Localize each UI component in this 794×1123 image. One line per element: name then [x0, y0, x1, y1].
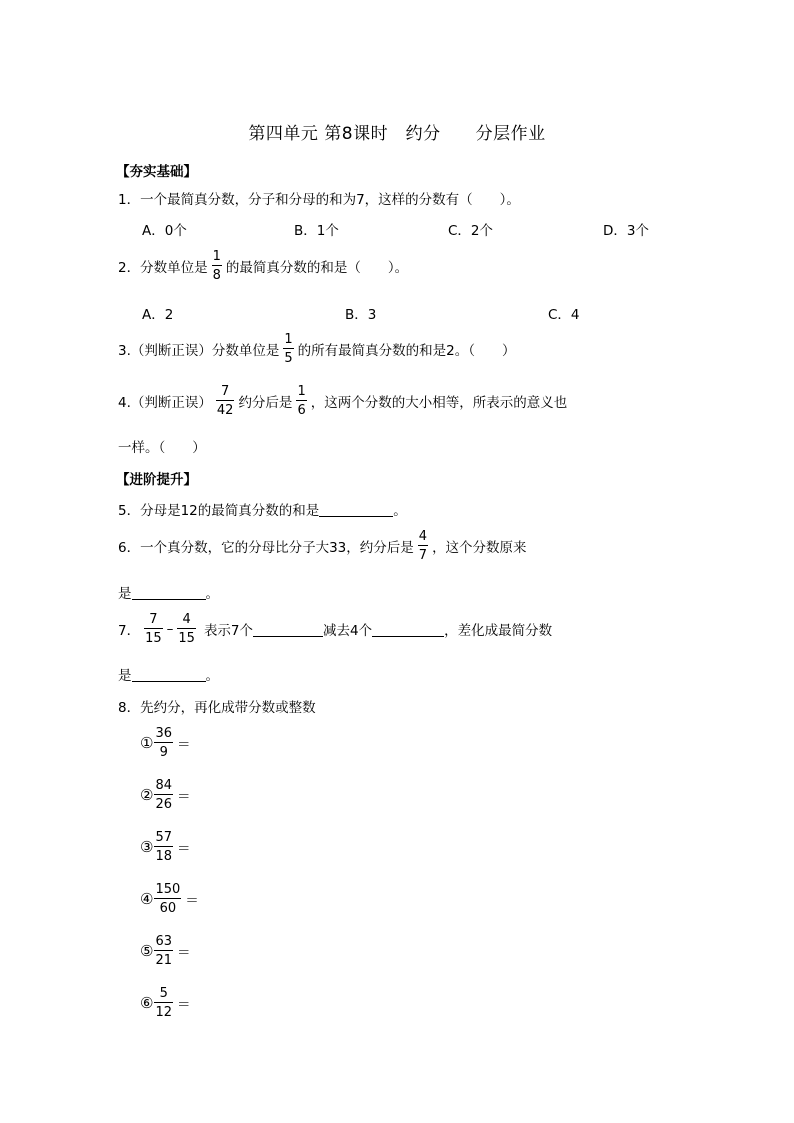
q5-prefix: 5．分母是12的最简真分数的和是: [118, 503, 320, 519]
q3-frac-num: 1: [284, 332, 293, 347]
section-advanced: 【进阶提升】: [116, 472, 197, 488]
q8-item-5-den: 21: [155, 953, 172, 968]
q7-frac1-den: 15: [145, 631, 162, 646]
q8-item-1-num: 36: [155, 726, 172, 741]
q8-item-6: [140, 987, 191, 1019]
q8-item-2-mark: ②: [140, 786, 154, 804]
q8-item-5-fraction: [154, 935, 173, 967]
q1-option-d: D．3个: [603, 223, 649, 239]
q2-fraction: [212, 250, 222, 282]
q8-item-3-equals: ＝: [177, 841, 191, 857]
q7-line2: [118, 664, 219, 684]
q7-fraction-1: [144, 613, 163, 645]
q3-prefix: 3.（判断正误）分数单位是: [118, 343, 280, 359]
q8-item-1-equals: ＝: [177, 737, 191, 753]
q8-item-1: [140, 727, 191, 759]
q7-minus: –: [166, 621, 174, 637]
question-7: [118, 613, 552, 645]
q7-line2-suffix: 。: [205, 668, 219, 684]
q7-line2-prefix: 是: [118, 668, 132, 684]
question-3: [118, 333, 516, 365]
q7-blank-2[interactable]: [372, 622, 444, 637]
q7-frac2-num: 4: [177, 613, 196, 629]
q8-item-6-mark: ⑥: [140, 994, 154, 1012]
q5-suffix: 。: [393, 503, 407, 519]
question-4: [118, 385, 567, 417]
q3-fraction: [283, 333, 293, 365]
q1-option-b: B．1个: [294, 223, 339, 239]
q7-frac2-den: 15: [178, 631, 195, 646]
q2-prefix: 2．分数单位是: [118, 260, 208, 276]
q6-answer-blank[interactable]: [132, 585, 206, 600]
q6-line2-suffix: 。: [205, 586, 219, 602]
q8-item-6-den: 12: [155, 1005, 172, 1020]
q7-answer-blank[interactable]: [132, 667, 206, 682]
q8-item-3-num: 57: [155, 830, 172, 845]
q8-item-2-num: 84: [155, 778, 172, 793]
q8-item-1-den: 9: [159, 745, 168, 760]
q8-item-3-fraction: [154, 831, 173, 863]
q6-suffix: ，这个分数原来: [432, 540, 527, 556]
q8-item-4-fraction: [154, 883, 181, 915]
q2-option-b: B．3: [345, 307, 377, 323]
q4-line2: 一样。（ ）: [118, 440, 206, 456]
page-title: 第四单元 第8课时 约分 分层作业: [248, 124, 546, 144]
q7-frac1-num: 7: [144, 613, 163, 629]
q8-item-5: [140, 935, 191, 967]
q1-option-c: C．2个: [448, 223, 494, 239]
q8-item-4: [140, 883, 199, 915]
q4-fraction-2: [296, 385, 306, 417]
q4-frac2-den: 6: [297, 403, 306, 418]
q2-option-a: A．2: [142, 307, 174, 323]
q5-answer-blank[interactable]: [319, 502, 393, 517]
q8-item-2-fraction: [154, 779, 173, 811]
q8-item-1-mark: ①: [140, 734, 154, 752]
q6-frac-den: 7: [418, 548, 428, 563]
q8-item-5-num: 63: [155, 934, 172, 949]
q6-prefix: 6．一个真分数，它的分母比分子大33，约分后是: [118, 540, 414, 556]
q7-suffix: ，差化成最简分数: [444, 623, 553, 639]
q4-frac1-num: 7: [216, 385, 235, 401]
q4-mid: 约分后是: [238, 395, 293, 411]
q4-fraction-1: [216, 385, 235, 417]
q8-item-2: [140, 779, 191, 811]
q4-prefix: 4.（判断正误）: [118, 395, 212, 411]
q8-item-2-equals: ＝: [177, 789, 191, 805]
question-2: [118, 250, 408, 282]
q2-option-c: C．4: [548, 307, 580, 323]
q8-item-4-equals: ＝: [185, 893, 199, 909]
q7-mid1: 表示7个: [203, 623, 254, 639]
q7-prefix: 7．: [118, 623, 141, 639]
q8-item-2-den: 26: [155, 797, 172, 812]
q8-item-5-equals: ＝: [177, 945, 191, 961]
q8-item-6-num: 5: [154, 987, 173, 1003]
question-8-text: 8．先约分，再化成带分数或整数: [118, 700, 316, 716]
q8-item-3-mark: ③: [140, 838, 154, 856]
q2-suffix: 的最简真分数的和是（ ）。: [225, 260, 409, 276]
question-5: [118, 499, 407, 519]
q8-item-5-mark: ⑤: [140, 942, 154, 960]
q8-item-3-den: 18: [155, 849, 172, 864]
q3-suffix: 的所有最简真分数的和是2。（ ）: [297, 343, 516, 359]
q7-mid2: 减去4个: [323, 623, 373, 639]
q4-frac1-den: 42: [216, 403, 234, 418]
q2-frac-num: 1: [212, 249, 221, 264]
section-basic: 【夯实基础】: [116, 164, 197, 180]
q8-item-4-num: 150: [155, 882, 181, 897]
q1-option-a: A．0个: [142, 223, 187, 239]
q6-frac-num: 4: [418, 529, 428, 544]
q6-fraction: [418, 530, 428, 562]
q7-blank-1[interactable]: [253, 622, 323, 637]
q7-fraction-2: [177, 613, 196, 645]
question-6: [118, 530, 527, 562]
q4-suffix: ，这两个分数的大小相等，所表示的意义也: [310, 395, 568, 411]
question-1-text: 1．一个最简真分数，分子和分母的和为7，这样的分数有（ ）。: [118, 192, 520, 208]
q8-item-3: [140, 831, 191, 863]
q4-frac2-num: 1: [297, 384, 306, 399]
q8-item-6-equals: ＝: [177, 997, 191, 1013]
q6-line2-prefix: 是: [118, 586, 132, 602]
q8-item-6-fraction: [154, 987, 173, 1019]
q3-frac-den: 5: [284, 351, 293, 366]
q8-item-4-mark: ④: [140, 890, 154, 908]
q6-line2: [118, 582, 219, 602]
q2-frac-den: 8: [212, 268, 221, 283]
q8-item-4-den: 60: [159, 901, 177, 916]
q8-item-1-fraction: [154, 727, 173, 759]
